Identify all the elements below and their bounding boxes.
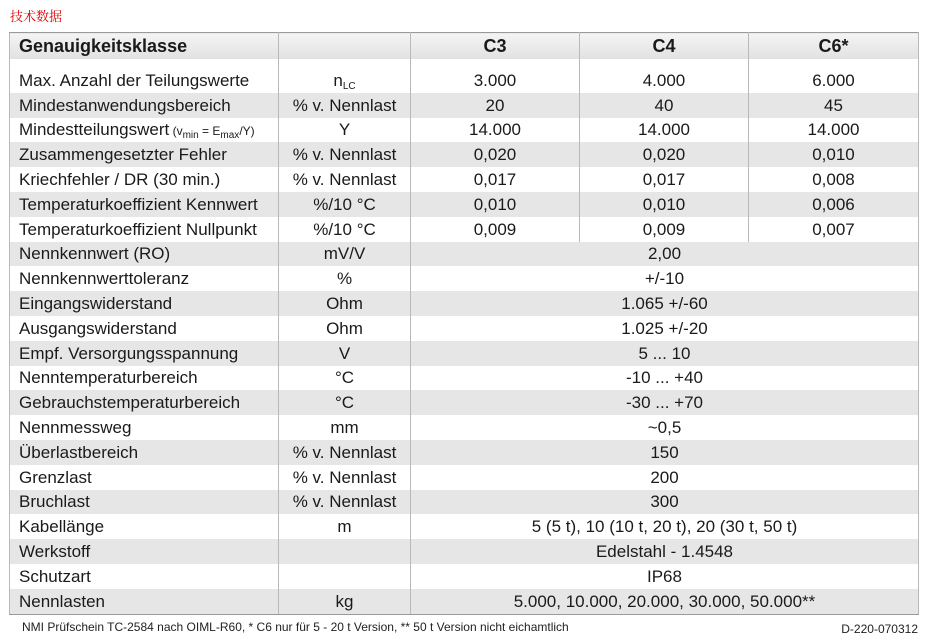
row-label-text: Mindestteilungswert <box>19 120 170 140</box>
header-c3: C3 <box>411 33 580 60</box>
row-unit: % v. Nennlast <box>279 490 411 515</box>
value-c6: 0,010 <box>749 142 919 167</box>
document-id: D-220-070312 <box>841 622 918 636</box>
value-c4: 0,017 <box>580 167 749 192</box>
label-note <box>169 124 255 142</box>
row-value: 2,00 <box>411 242 919 267</box>
row-label: Gebrauchstemperaturbereich <box>10 390 279 415</box>
value-c3: 20 <box>411 93 580 118</box>
table-row <box>10 266 919 291</box>
table-row <box>10 415 919 440</box>
table-row <box>10 490 919 515</box>
row-unit: mV/V <box>279 242 411 267</box>
row-value: 150 <box>411 440 919 465</box>
value-c6: 45 <box>749 93 919 118</box>
document-title: 技术数据 <box>10 10 63 25</box>
table-row <box>10 93 919 118</box>
row-label: Grenzlast <box>10 465 279 490</box>
row-unit: V <box>279 341 411 366</box>
label-note-a-sub: min <box>182 130 199 142</box>
header-unit <box>279 33 411 60</box>
row-value: IP68 <box>411 564 919 589</box>
row-unit <box>279 217 411 242</box>
row-unit: Ohm <box>279 291 411 316</box>
label-note-a: (v <box>172 124 183 139</box>
header-spacer <box>10 59 919 68</box>
row-unit: °C <box>279 390 411 415</box>
header-c6: C6* <box>749 33 919 60</box>
row-unit-text: n <box>333 70 343 90</box>
table-row <box>10 118 919 143</box>
label-note-c: /Y) <box>239 124 255 139</box>
row-label-text: Zusammengesetzter Fehler <box>19 145 227 165</box>
row-unit: Ohm <box>279 316 411 341</box>
row-unit: % v. Nennlast <box>279 465 411 490</box>
row-unit <box>279 192 411 217</box>
row-label: Nennmessweg <box>10 415 279 440</box>
row-unit-text: %/10 °C <box>313 194 376 214</box>
row-label: Nennlasten <box>10 589 279 614</box>
row-label <box>10 167 279 192</box>
value-c4: 0,020 <box>580 142 749 167</box>
row-value: -30 ... +70 <box>411 390 919 415</box>
row-unit <box>279 167 411 192</box>
row-unit <box>279 539 411 564</box>
technical-data-table <box>9 32 919 615</box>
row-label: Nennkennwert (RO) <box>10 242 279 267</box>
value-c6: 6.000 <box>749 68 919 93</box>
table-row <box>10 539 919 564</box>
label-note-b: = E <box>198 124 221 139</box>
row-unit: % <box>279 266 411 291</box>
header-c4: C4 <box>580 33 749 60</box>
row-label: Eingangswiderstand <box>10 291 279 316</box>
row-unit-text: % v. Nennlast <box>292 170 397 190</box>
row-value: Edelstahl - 1.4548 <box>411 539 919 564</box>
value-c4: 0,009 <box>580 217 749 242</box>
value-c4: 14.000 <box>580 118 749 143</box>
row-label: Nenntemperaturbereich <box>10 366 279 391</box>
value-c3: 14.000 <box>411 118 580 143</box>
header-accuracy-class: Genauigkeitsklasse <box>10 33 279 60</box>
table-row <box>10 465 919 490</box>
table-row <box>10 68 919 93</box>
row-value: +/-10 <box>411 266 919 291</box>
label-note-b-sub: max <box>220 130 240 142</box>
table-row <box>10 440 919 465</box>
table-row <box>10 514 919 539</box>
table-row <box>10 589 919 614</box>
row-label: Kabellänge <box>10 514 279 539</box>
row-unit <box>279 142 411 167</box>
table-row <box>10 564 919 589</box>
table-row <box>10 341 919 366</box>
row-label-text: Kriechfehler / DR (30 min.) <box>19 170 221 190</box>
row-label: Ausgangswiderstand <box>10 316 279 341</box>
value-c4: 40 <box>580 93 749 118</box>
row-label: Empf. Versorgungsspannung <box>10 341 279 366</box>
value-c3: 0,020 <box>411 142 580 167</box>
row-label <box>10 93 279 118</box>
footnote: NMI Prüfschein TC-2584 nach OIML-R60, * C6 nur für 5 - 20 t Version, ** 50 t Version nicht eichamtlich <box>22 620 569 634</box>
value-c6: 14.000 <box>749 118 919 143</box>
row-unit <box>279 93 411 118</box>
row-unit: °C <box>279 366 411 391</box>
row-unit: m <box>279 514 411 539</box>
row-unit: kg <box>279 589 411 614</box>
table-row <box>10 291 919 316</box>
table-row <box>10 192 919 217</box>
row-unit <box>279 118 411 143</box>
row-value: 5 ... 10 <box>411 341 919 366</box>
value-c3: 3.000 <box>411 68 580 93</box>
row-value: ~0,5 <box>411 415 919 440</box>
value-c4: 4.000 <box>580 68 749 93</box>
row-label <box>10 192 279 217</box>
row-label <box>10 217 279 242</box>
row-value: 300 <box>411 490 919 515</box>
row-unit-text: % v. Nennlast <box>292 145 397 165</box>
value-c3: 0,010 <box>411 192 580 217</box>
table-row <box>10 390 919 415</box>
row-label: Werkstoff <box>10 539 279 564</box>
table-row <box>10 242 919 267</box>
row-label <box>10 118 279 143</box>
row-value: 1.025 +/-20 <box>411 316 919 341</box>
table-row <box>10 316 919 341</box>
row-unit-text: % v. Nennlast <box>292 95 397 115</box>
row-unit: mm <box>279 415 411 440</box>
table-row <box>10 217 919 242</box>
value-c6: 0,007 <box>749 217 919 242</box>
table-header-row <box>10 33 919 60</box>
row-unit <box>279 564 411 589</box>
row-label-text: Temperaturkoeffizient Kennwert <box>19 194 258 214</box>
row-label: Schutzart <box>10 564 279 589</box>
row-label-text: Max. Anzahl der Teilungswerte <box>19 70 250 90</box>
row-value: 200 <box>411 465 919 490</box>
row-unit: % v. Nennlast <box>279 440 411 465</box>
row-label <box>10 68 279 93</box>
value-c6: 0,008 <box>749 167 919 192</box>
value-c4: 0,010 <box>580 192 749 217</box>
row-unit-sub: LC <box>342 80 356 92</box>
row-unit-text: %/10 °C <box>313 219 376 239</box>
row-unit-text: Y <box>338 120 351 140</box>
row-value: 1.065 +/-60 <box>411 291 919 316</box>
row-value: 5 (5 t), 10 (10 t, 20 t), 20 (30 t, 50 t) <box>411 514 919 539</box>
row-value: 5.000, 10.000, 20.000, 30.000, 50.000** <box>411 589 919 614</box>
row-label-text: Temperaturkoeffizient Nullpunkt <box>19 219 257 239</box>
table-row <box>10 142 919 167</box>
row-unit <box>279 68 411 93</box>
row-label <box>10 142 279 167</box>
value-c3: 0,009 <box>411 217 580 242</box>
row-label: Überlastbereich <box>10 440 279 465</box>
table-row <box>10 366 919 391</box>
row-label: Nennkennwerttoleranz <box>10 266 279 291</box>
value-c3: 0,017 <box>411 167 580 192</box>
row-value: -10 ... +40 <box>411 366 919 391</box>
table-row <box>10 167 919 192</box>
row-label: Bruchlast <box>10 490 279 515</box>
row-label-text: Mindestanwendungsbereich <box>19 95 231 115</box>
value-c6: 0,006 <box>749 192 919 217</box>
